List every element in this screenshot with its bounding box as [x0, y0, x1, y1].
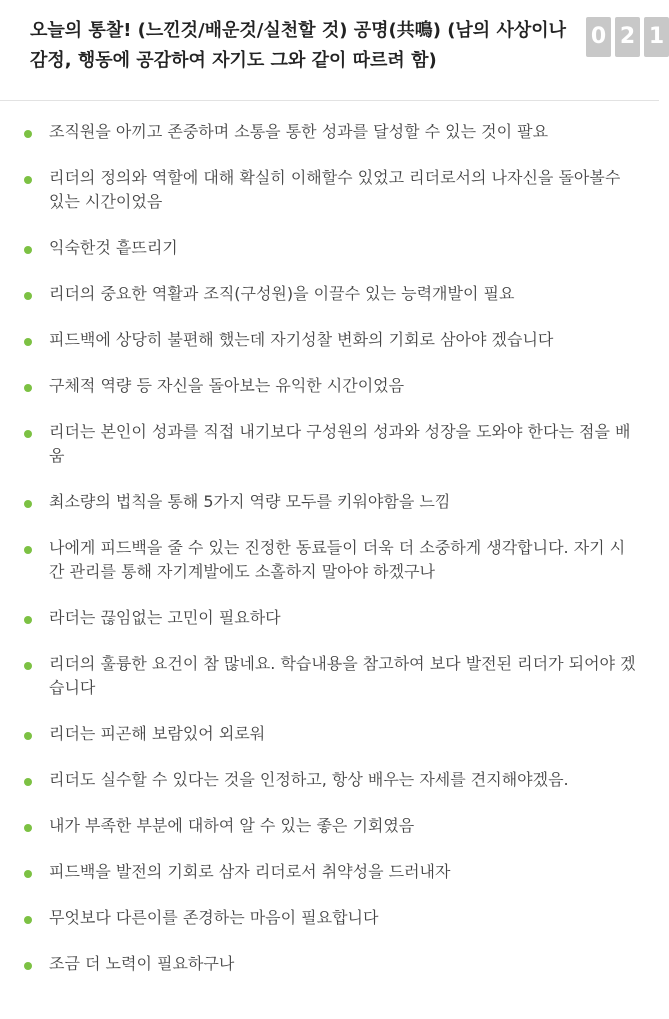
list-item [0, 906, 659, 930]
page-header [0, 0, 665, 101]
list-item [0, 652, 659, 700]
bullet-icon [24, 616, 32, 624]
list-item-text: 최소량의 법칙을 통해 5가지 역량 모두를 키워야함을 느낌 [49, 492, 451, 511]
list-item-text: 라더는 끊임없는 고민이 필요하다 [49, 608, 281, 627]
list-item [0, 490, 659, 514]
bullet-icon [24, 292, 32, 300]
bullet-icon [24, 546, 32, 554]
list-item [0, 166, 659, 214]
list-item [0, 722, 659, 746]
list-item-text: 리더의 중요한 역활과 조직(구성원)을 이끌수 있는 능력개발이 필요 [49, 284, 515, 303]
bullet-icon [24, 246, 32, 254]
bullet-icon [24, 384, 32, 392]
list-item [0, 282, 659, 306]
bullet-icon [24, 870, 32, 878]
list-item-text: 익숙한것 흩뜨리기 [49, 238, 178, 257]
bullet-icon [24, 732, 32, 740]
list-item [0, 860, 659, 884]
page-title: 오늘의 통찰! (느낀것/배운것/실천할 것) 공명(共鳴) (남의 사상이나 감정, 행동에 공감하여 자기도 그와 같이 따르려 함) [30, 20, 567, 71]
bullet-icon [24, 824, 32, 832]
list-item-text: 리더도 실수할 수 있다는 것을 인정하고, 항상 배우는 자세를 견지해야겠음. [49, 770, 569, 789]
list-item-text: 리더의 훌륭한 요건이 참 많네요. 학습내용을 참고하여 보다 발전된 리더가 되어야 겠습니다 [49, 654, 636, 697]
list-item-text: 조직원을 아끼고 존중하며 소통을 통한 성과를 달성할 수 있는 것이 팔요 [49, 122, 549, 141]
list-item-text: 나에게 피드백을 줄 수 있는 진정한 동료들이 더욱 더 소중하게 생각합니다. 자기 시간 관리를 통해 자기계발에도 소홀하지 말아야 하겠구나 [49, 538, 626, 581]
list-item-text: 내가 부족한 부분에 대하여 알 수 있는 좋은 기회였음 [49, 816, 415, 835]
list-item-text: 리더는 본인이 성과를 직접 내기보다 구성원의 성과와 성장을 도와야 한다는 점을 배움 [49, 422, 631, 465]
bullet-icon [24, 962, 32, 970]
list-item-text: 무엇보다 다른이를 존경하는 마음이 필요합니다 [49, 908, 379, 927]
bullet-icon [24, 130, 32, 138]
list-item [0, 536, 659, 584]
bullet-icon [24, 176, 32, 184]
response-list [0, 120, 659, 998]
counter-digit: 2 [615, 17, 640, 57]
list-item [0, 606, 659, 630]
bullet-icon [24, 916, 32, 924]
bullet-icon [24, 662, 32, 670]
bullet-icon [24, 778, 32, 786]
counter-digit: 1 [644, 17, 669, 57]
list-item [0, 120, 659, 144]
list-item-text: 피드백을 발전의 기회로 삼자 리더로서 취약성을 드러내자 [49, 862, 451, 881]
list-item [0, 374, 659, 398]
list-item [0, 236, 659, 260]
bullet-icon [24, 500, 32, 508]
list-item-text: 리더는 피곤해 보람있어 외로워 [49, 724, 266, 743]
list-item-text: 피드백에 상당히 불편해 했는데 자기성찰 변화의 기회로 삼아야 겠습니다 [49, 330, 554, 349]
list-item-text: 구체적 역량 등 자신을 돌아보는 유익한 시간이었음 [49, 376, 405, 395]
list-item [0, 814, 659, 838]
counter-digit: 0 [586, 17, 611, 57]
response-counter [586, 17, 669, 57]
list-item [0, 328, 659, 352]
bullet-icon [24, 338, 32, 346]
list-item [0, 952, 659, 976]
list-item [0, 420, 659, 468]
list-item [0, 768, 659, 792]
bullet-icon [24, 430, 32, 438]
list-item-text: 조금 더 노력이 필요하구나 [49, 954, 235, 973]
list-item-text: 리더의 정의와 역할에 대해 확실히 이해할수 있었고 리더로서의 나자신을 돌아볼수 있는 시간이었음 [49, 168, 621, 211]
